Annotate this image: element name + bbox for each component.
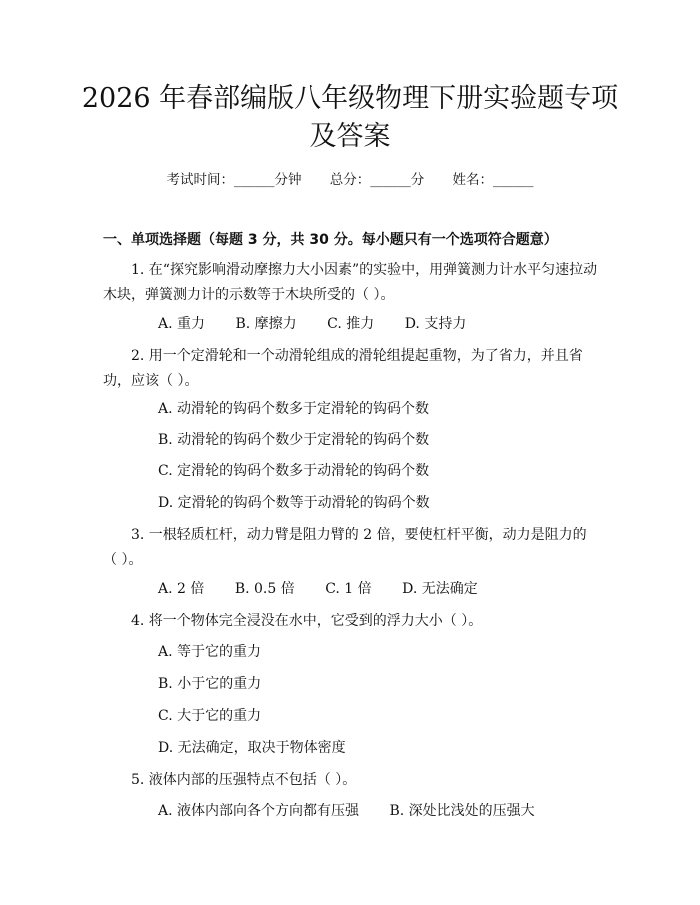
question-5 <box>103 768 598 793</box>
page-title: 2026 年春部编版八年级物理下册实验题专项及答案 <box>81 83 619 152</box>
question-4-option-c: C. 大于它的重力 <box>158 708 262 724</box>
question-2-option-d: D. 定滑轮的钩码个数等于动滑轮的钩码个数 <box>158 495 430 511</box>
question-3-options <box>158 578 504 598</box>
question-stem: 1. 在“探究影响滑动摩擦力大小因素”的实验中，用弹簧测力计水平匀速拉动木块，弹簧测力计的示数等于木块所受的（ ）。 <box>103 262 598 303</box>
question-stem: 5. 液体内部的压强特点不包括（ ）。 <box>131 772 357 788</box>
option: B. 0.5 倍 <box>234 581 295 597</box>
question-2-option-b: B. 动滑轮的钩码个数少于定滑轮的钩码个数 <box>158 432 430 448</box>
question-5-options <box>158 800 561 820</box>
section-heading: 一、单项选择题（每题 3 分，共 30 分。每小题只有一个选项符合题意） <box>103 232 558 248</box>
option: B. 深处比浅处的压强大 <box>389 803 535 819</box>
total-score-field: 总分：______分 <box>329 172 425 188</box>
question-2-option-c: C. 定滑轮的钩码个数多于动滑轮的钩码个数 <box>158 463 430 479</box>
question-stem: 4. 将一个物体完全浸没在水中，它受到的浮力大小（ ）。 <box>131 613 483 629</box>
question-4-option-d: D. 无法确定，取决于物体密度 <box>158 740 346 756</box>
option: B. 摩擦力 <box>235 316 297 332</box>
question-4 <box>103 609 598 634</box>
option: A. 液体内部向各个方向都有压强 <box>158 803 360 819</box>
question-2-option-a: A. 动滑轮的钩码个数多于定滑轮的钩码个数 <box>158 401 430 417</box>
question-4-option-b: B. 小于它的重力 <box>158 676 262 692</box>
option: A. 重力 <box>158 316 206 332</box>
question-1 <box>103 258 598 308</box>
question-2 <box>103 344 598 394</box>
question-stem: 2. 用一个定滑轮和一个动滑轮组成的滑轮组提起重物，为了省力，并且省功，应该（ ）。 <box>103 348 583 389</box>
option: D. 支持力 <box>404 316 467 332</box>
question-stem: 3. 一根轻质杠杆，动力臂是阻力臂的 2 倍，要使杠杆平衡，动力是阻力的（ ）。 <box>103 527 587 568</box>
student-name-field: 姓名：______ <box>452 172 534 188</box>
option: C. 推力 <box>327 316 375 332</box>
option: D. 无法确定 <box>402 581 478 597</box>
question-4-option-a: A. 等于它的重力 <box>158 644 262 660</box>
question-3 <box>103 523 598 573</box>
option: C. 1 倍 <box>325 581 372 597</box>
exam-time-field: 考试时间：______分钟 <box>166 172 302 188</box>
option: A. 2 倍 <box>158 581 205 597</box>
question-1-options <box>158 313 492 333</box>
exam-info-line <box>0 168 700 188</box>
